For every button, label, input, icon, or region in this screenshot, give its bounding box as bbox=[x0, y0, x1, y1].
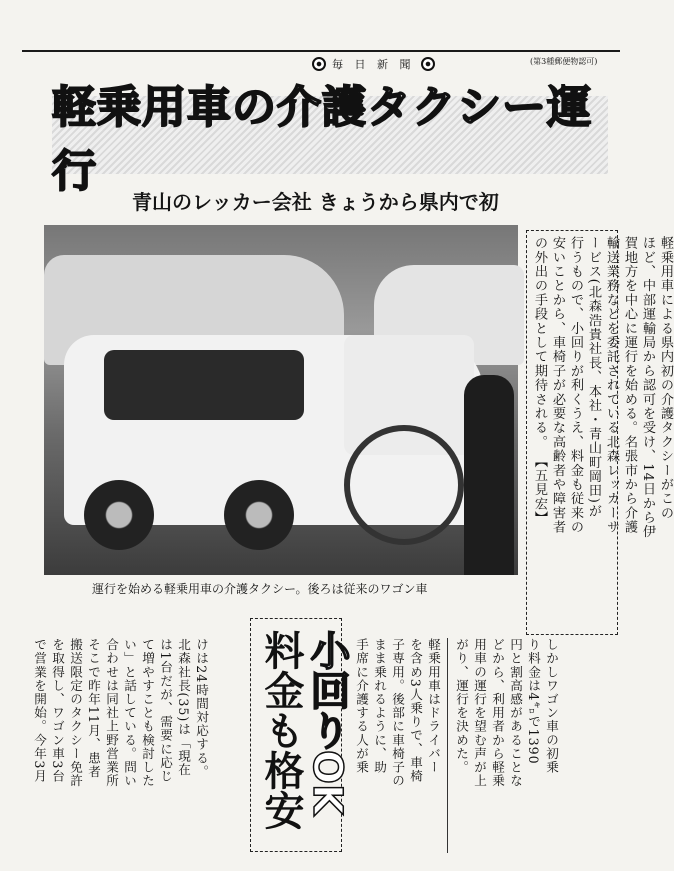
front-wheel-shape bbox=[84, 480, 154, 550]
masthead-emblem-icon bbox=[421, 57, 435, 71]
pull-quote-line-2: 料金も格安 bbox=[258, 630, 304, 830]
pull-quote bbox=[258, 630, 350, 845]
subheadline: 青山のレッカー会社 きょうから県内で初 bbox=[132, 190, 499, 214]
body-column-left: けは24時間対応する。 北森社長(35)は「現在 は1台だが、需要に応じ て増やすことも検討した い」と話している。問い 合わせは同社上野営業所 そこで昨年11月、患者 搬送限定のタクシー免許 を取得し、ワゴン車3台 で営業を開始。今年3月 bbox=[32, 638, 209, 788]
photo-caption: 運行を始める軽乗用車の介護タクシー。後ろは従来のワゴン車 bbox=[92, 582, 428, 596]
masthead-emblem-icon bbox=[312, 57, 326, 71]
masthead-name: 毎 日 新 聞 bbox=[332, 58, 415, 71]
article-photo bbox=[44, 225, 518, 575]
wheelchair-shape bbox=[344, 425, 464, 545]
postal-permit: (第3種郵便物認可) bbox=[530, 57, 598, 66]
column-divider bbox=[447, 638, 448, 853]
rear-wheel-shape bbox=[224, 480, 294, 550]
newspaper-page bbox=[22, 40, 673, 860]
headline-banner bbox=[52, 82, 608, 197]
lead-text: 軽乗用車による県内初の介護タクシーがこの ほど、中部運輸局から認可を受け、14日から伊 賀地方を中心に運行を始める。名張市から介護 輸送業務などを委託されている北森レッカーサ ービス(北森浩貴社長、本社・青山町岡田)が 行うもので、小回りが利くうえ、料金も従来の 安いことから、車椅子が必要な高齢者や障害者 の外出の手段として期待される。 【五見宏】 bbox=[532, 236, 673, 539]
headline: 軽乗用車の介護タクシー運行 bbox=[52, 82, 592, 197]
body-column-middle: 軽乗用車はドライバー を含め3人乗りで、車椅 子専用。後部に車椅子の まま乗れるように、助 手席に介護する人が乗 bbox=[354, 638, 441, 788]
car-window-shape bbox=[104, 350, 304, 420]
pull-quote-line-1: 小回りOK bbox=[304, 630, 350, 815]
masthead bbox=[312, 56, 435, 72]
top-rule bbox=[22, 50, 620, 52]
body-column-lower-right: しかしワゴン車の初乗 り料金は4㌔で1390 円と割高感があることな どから、利用者から軽乗 用車の運行を望む声が上 がり、運行を決めた。 bbox=[454, 638, 559, 788]
driver-figure-shape bbox=[464, 375, 514, 575]
